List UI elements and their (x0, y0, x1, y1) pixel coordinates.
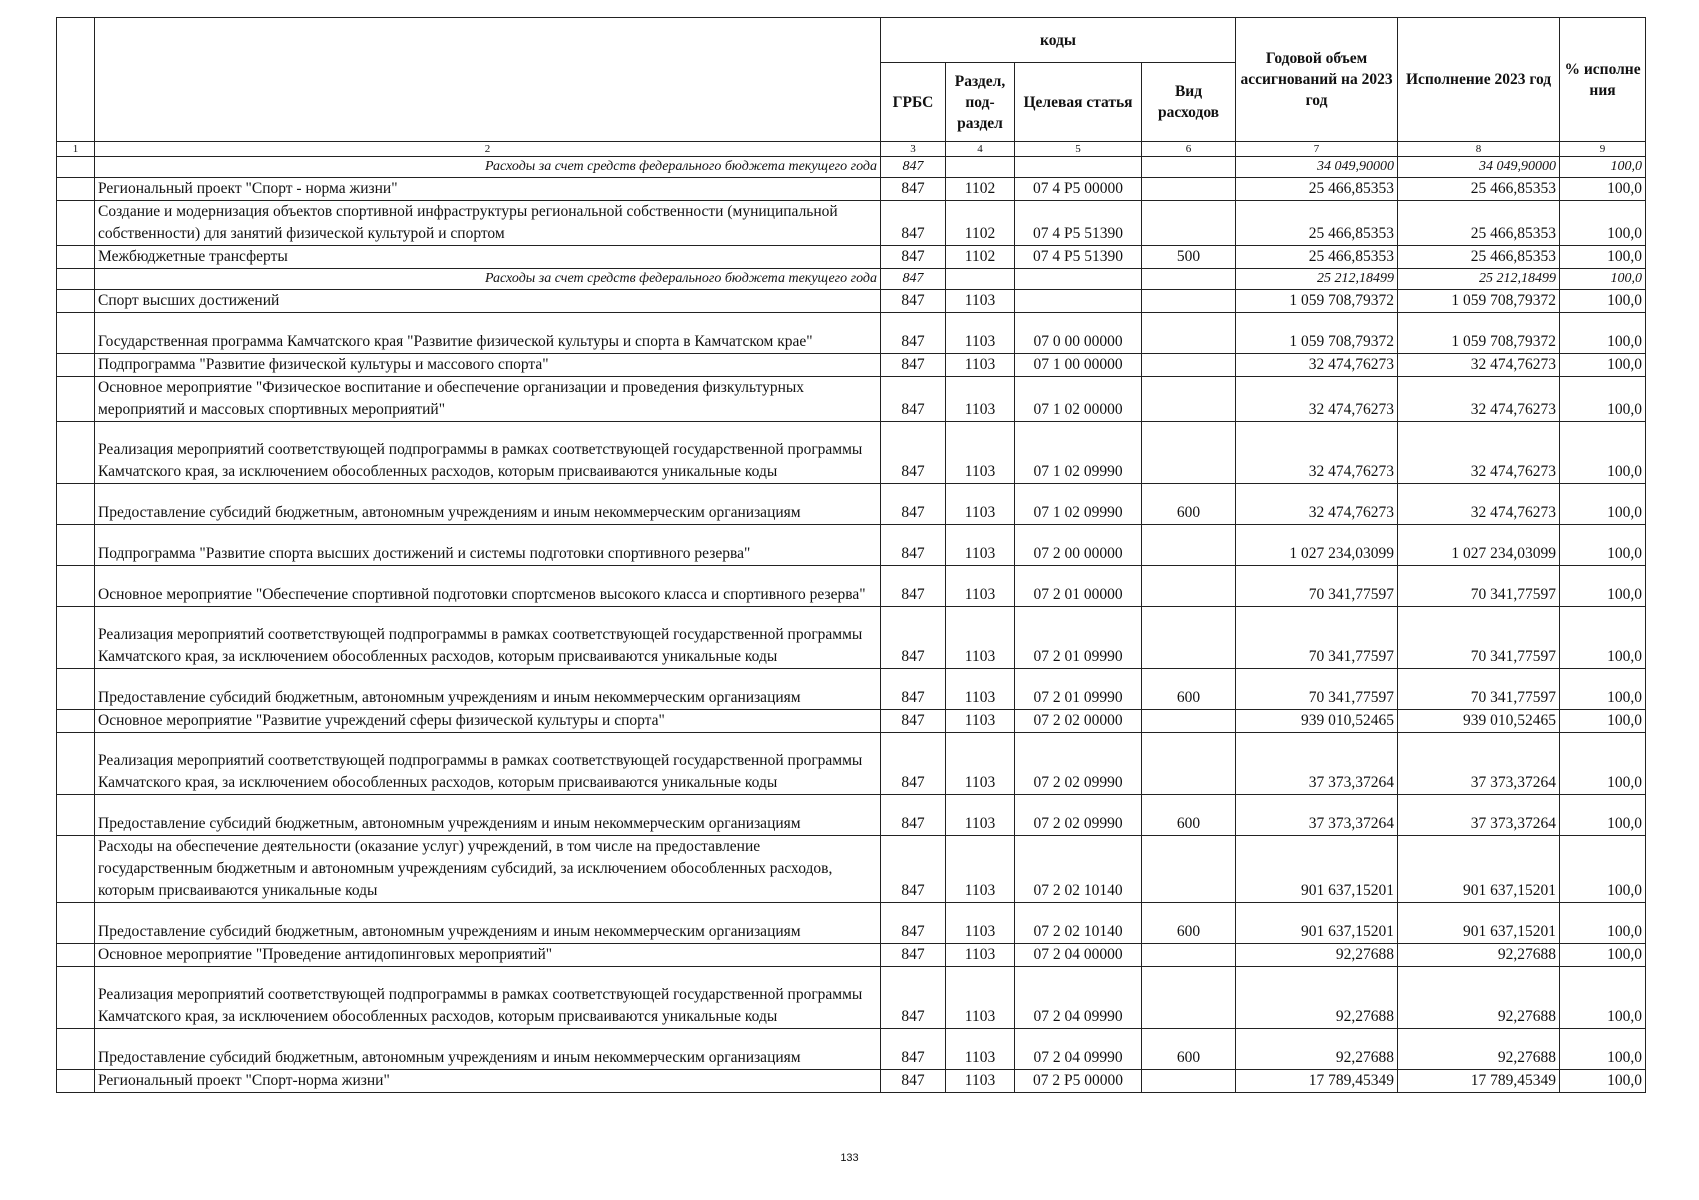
section-cell: 1103 (946, 710, 1015, 733)
grbs-cell: 847 (881, 178, 946, 201)
execution-cell: 37 373,37264 (1398, 733, 1560, 795)
grbs-cell: 847 (881, 1070, 946, 1093)
row-name-cell: Расходы на обеспечение деятельности (оказание услуг) учреждений, в том числе на предоставление государственным бюджетным и автономным учреждениям субсидий, за исключением обособленных расходов, которым присваиваются уникальные коды (95, 836, 881, 903)
percent-cell: 100,0 (1560, 354, 1646, 377)
execution-cell: 1 059 708,79372 (1398, 313, 1560, 354)
section-cell: 1103 (946, 903, 1015, 944)
section-cell: 1103 (946, 1070, 1015, 1093)
annual-volume-cell: 92,27688 (1236, 1029, 1398, 1070)
table-row (57, 1029, 1646, 1070)
percent-cell: 100,0 (1560, 157, 1646, 178)
execution-cell: 34 049,90000 (1398, 157, 1560, 178)
grbs-cell: 847 (881, 967, 946, 1029)
target-article-cell: 07 2 00 00000 (1015, 525, 1142, 566)
percent-cell: 100,0 (1560, 967, 1646, 1029)
header-row-top (57, 18, 1646, 63)
target-article-cell: 07 2 04 09990 (1015, 1029, 1142, 1070)
annual-volume-cell: 37 373,37264 (1236, 795, 1398, 836)
section-cell: 1103 (946, 354, 1015, 377)
row-number-cell (57, 903, 95, 944)
header-execution: Исполнение 2023 год (1398, 18, 1560, 142)
column-number: 1 (57, 142, 95, 157)
grbs-cell: 847 (881, 290, 946, 313)
annual-volume-cell: 34 049,90000 (1236, 157, 1398, 178)
percent-cell: 100,0 (1560, 944, 1646, 967)
row-name-cell: Создание и модернизация объектов спортивной инфраструктуры региональной собственности (муниципальной собственности) для занятий физической культурой и спортом (95, 201, 881, 246)
row-name-cell: Реализация мероприятий соответствующей подпрограммы в рамках соответствующей государственной программы Камчатского края, за исключением обособленных расходов, которым присваиваются уникальные коды (95, 733, 881, 795)
grbs-cell: 847 (881, 795, 946, 836)
grbs-cell: 847 (881, 566, 946, 607)
percent-cell: 100,0 (1560, 377, 1646, 422)
target-article-cell: 07 2 P5 00000 (1015, 1070, 1142, 1093)
execution-cell: 92,27688 (1398, 1029, 1560, 1070)
annual-volume-cell: 25 466,85353 (1236, 201, 1398, 246)
expense-type-cell (1142, 525, 1236, 566)
column-number: 8 (1398, 142, 1560, 157)
execution-cell: 70 341,77597 (1398, 607, 1560, 669)
table-row (57, 967, 1646, 1029)
expense-type-cell (1142, 836, 1236, 903)
percent-cell: 100,0 (1560, 795, 1646, 836)
target-article-cell: 07 1 02 00000 (1015, 377, 1142, 422)
row-name-cell: Основное мероприятие "Обеспечение спортивной подготовки спортсменов высокого класса и спортивного резерва" (95, 566, 881, 607)
percent-cell: 100,0 (1560, 422, 1646, 484)
header-section: Раздел, под-раздел (946, 63, 1015, 142)
annual-volume-cell: 70 341,77597 (1236, 669, 1398, 710)
row-name-cell: Расходы за счет средств федерального бюджета текущего года (95, 157, 881, 178)
target-article-cell: 07 1 02 09990 (1015, 422, 1142, 484)
row-number-cell (57, 290, 95, 313)
annual-volume-cell: 17 789,45349 (1236, 1070, 1398, 1093)
expense-type-cell (1142, 422, 1236, 484)
expense-type-cell: 600 (1142, 484, 1236, 525)
expense-type-cell (1142, 566, 1236, 607)
expense-type-cell (1142, 269, 1236, 290)
execution-cell: 32 474,76273 (1398, 484, 1560, 525)
expense-type-cell: 600 (1142, 795, 1236, 836)
table-row (57, 733, 1646, 795)
expense-type-cell: 600 (1142, 1029, 1236, 1070)
expense-type-cell: 500 (1142, 246, 1236, 269)
target-article-cell: 07 4 P5 00000 (1015, 178, 1142, 201)
grbs-cell: 847 (881, 313, 946, 354)
table-row (57, 377, 1646, 422)
section-cell: 1103 (946, 377, 1015, 422)
row-number-cell (57, 566, 95, 607)
grbs-cell: 847 (881, 377, 946, 422)
percent-cell: 100,0 (1560, 525, 1646, 566)
expense-type-cell (1142, 313, 1236, 354)
annual-volume-cell: 92,27688 (1236, 944, 1398, 967)
percent-cell: 100,0 (1560, 1029, 1646, 1070)
expense-type-cell: 600 (1142, 669, 1236, 710)
annual-volume-cell: 1 027 234,03099 (1236, 525, 1398, 566)
table-row (57, 269, 1646, 290)
annual-volume-cell: 25 466,85353 (1236, 178, 1398, 201)
expense-type-cell (1142, 733, 1236, 795)
row-name-cell: Подпрограмма "Развитие физической культуры и массового спорта" (95, 354, 881, 377)
execution-cell: 25 466,85353 (1398, 178, 1560, 201)
grbs-cell: 847 (881, 201, 946, 246)
annual-volume-cell: 32 474,76273 (1236, 422, 1398, 484)
expense-type-cell (1142, 157, 1236, 178)
target-article-cell: 07 2 02 09990 (1015, 795, 1142, 836)
target-article-cell: 07 4 P5 51390 (1015, 246, 1142, 269)
percent-cell: 100,0 (1560, 246, 1646, 269)
grbs-cell: 847 (881, 733, 946, 795)
header-row-number-cell (57, 18, 95, 142)
section-cell: 1103 (946, 1029, 1015, 1070)
row-number-cell (57, 157, 95, 178)
percent-cell: 100,0 (1560, 669, 1646, 710)
row-number-cell (57, 246, 95, 269)
section-cell: 1103 (946, 484, 1015, 525)
table-row (57, 157, 1646, 178)
execution-cell: 32 474,76273 (1398, 354, 1560, 377)
percent-cell: 100,0 (1560, 710, 1646, 733)
grbs-cell: 847 (881, 246, 946, 269)
percent-cell: 100,0 (1560, 566, 1646, 607)
table-row (57, 607, 1646, 669)
row-number-cell (57, 484, 95, 525)
row-name-cell: Реализация мероприятий соответствующей подпрограммы в рамках соответствующей государственной программы Камчатского края, за исключением обособленных расходов, которым присваиваются уникальные коды (95, 967, 881, 1029)
percent-cell: 100,0 (1560, 484, 1646, 525)
expense-type-cell: 600 (1142, 903, 1236, 944)
execution-cell: 25 466,85353 (1398, 246, 1560, 269)
target-article-cell: 07 2 01 09990 (1015, 669, 1142, 710)
percent-cell: 100,0 (1560, 178, 1646, 201)
row-name-cell: Государственная программа Камчатского края "Развитие физической культуры и спорта в Камчатском крае" (95, 313, 881, 354)
row-number-cell (57, 377, 95, 422)
row-number-cell (57, 733, 95, 795)
table-row (57, 944, 1646, 967)
page-number: 133 (840, 1152, 859, 1164)
grbs-cell: 847 (881, 710, 946, 733)
annual-volume-cell: 32 474,76273 (1236, 354, 1398, 377)
percent-cell: 100,0 (1560, 903, 1646, 944)
section-cell: 1103 (946, 733, 1015, 795)
annual-volume-cell: 37 373,37264 (1236, 733, 1398, 795)
target-article-cell (1015, 269, 1142, 290)
section-cell (946, 269, 1015, 290)
row-number-cell (57, 178, 95, 201)
percent-cell: 100,0 (1560, 313, 1646, 354)
table-row (57, 1070, 1646, 1093)
section-cell: 1103 (946, 669, 1015, 710)
target-article-cell: 07 2 02 10140 (1015, 903, 1142, 944)
expense-type-cell (1142, 1070, 1236, 1093)
section-cell: 1102 (946, 246, 1015, 269)
annual-volume-cell: 25 466,85353 (1236, 246, 1398, 269)
header-annual-volume: Годовой объем ассигнований на 2023 год (1236, 18, 1398, 142)
row-number-cell (57, 669, 95, 710)
row-name-cell: Подпрограмма "Развитие спорта высших достижений и системы подготовки спортивного резерва" (95, 525, 881, 566)
expense-type-cell (1142, 201, 1236, 246)
annual-volume-cell: 32 474,76273 (1236, 484, 1398, 525)
row-number-cell (57, 201, 95, 246)
column-number: 3 (881, 142, 946, 157)
annual-volume-cell: 1 059 708,79372 (1236, 313, 1398, 354)
expense-type-cell (1142, 710, 1236, 733)
percent-cell: 100,0 (1560, 201, 1646, 246)
row-number-cell (57, 967, 95, 1029)
execution-cell: 37 373,37264 (1398, 795, 1560, 836)
percent-cell: 100,0 (1560, 836, 1646, 903)
table-row (57, 566, 1646, 607)
table-row (57, 290, 1646, 313)
section-cell: 1103 (946, 290, 1015, 313)
row-name-cell: Основное мероприятие "Физическое воспитание и обеспечение организации и проведения физкультурных мероприятий и массовых спортивных мероприятий" (95, 377, 881, 422)
target-article-cell: 07 4 P5 51390 (1015, 201, 1142, 246)
row-name-cell: Предоставление субсидий бюджетным, автономным учреждениям и иным некоммерческим организациям (95, 669, 881, 710)
row-name-cell: Спорт высших достижений (95, 290, 881, 313)
target-article-cell: 07 1 02 09990 (1015, 484, 1142, 525)
grbs-cell: 847 (881, 944, 946, 967)
row-name-cell: Основное мероприятие "Проведение антидопинговых мероприятий" (95, 944, 881, 967)
table-row (57, 525, 1646, 566)
target-article-cell (1015, 290, 1142, 313)
section-cell: 1103 (946, 795, 1015, 836)
column-number: 2 (95, 142, 881, 157)
budget-execution-table (56, 17, 1646, 1093)
row-name-cell: Реализация мероприятий соответствующей подпрограммы в рамках соответствующей государственной программы Камчатского края, за исключением обособленных расходов, которым присваиваются уникальные коды (95, 607, 881, 669)
section-cell: 1103 (946, 836, 1015, 903)
execution-cell: 1 059 708,79372 (1398, 290, 1560, 313)
section-cell: 1103 (946, 313, 1015, 354)
section-cell: 1103 (946, 967, 1015, 1029)
target-article-cell: 07 2 01 00000 (1015, 566, 1142, 607)
table-row (57, 422, 1646, 484)
expense-type-cell (1142, 290, 1236, 313)
row-name-cell: Региональный проект "Спорт-норма жизни" (95, 1070, 881, 1093)
annual-volume-cell: 70 341,77597 (1236, 566, 1398, 607)
target-article-cell: 07 2 02 09990 (1015, 733, 1142, 795)
header-percent: % исполне ния (1560, 18, 1646, 142)
table-row (57, 178, 1646, 201)
section-cell: 1103 (946, 607, 1015, 669)
table-row (57, 710, 1646, 733)
row-number-cell (57, 1070, 95, 1093)
target-article-cell: 07 2 02 00000 (1015, 710, 1142, 733)
section-cell: 1103 (946, 944, 1015, 967)
row-name-cell: Региональный проект "Спорт - норма жизни" (95, 178, 881, 201)
percent-cell: 100,0 (1560, 733, 1646, 795)
percent-cell: 100,0 (1560, 290, 1646, 313)
row-name-cell: Предоставление субсидий бюджетным, автономным учреждениям и иным некоммерческим организациям (95, 795, 881, 836)
grbs-cell: 847 (881, 354, 946, 377)
target-article-cell (1015, 157, 1142, 178)
header-codes: коды (881, 18, 1236, 63)
row-name-cell: Межбюджетные трансферты (95, 246, 881, 269)
execution-cell: 92,27688 (1398, 967, 1560, 1029)
target-article-cell: 07 0 00 00000 (1015, 313, 1142, 354)
grbs-cell: 847 (881, 422, 946, 484)
execution-cell: 70 341,77597 (1398, 669, 1560, 710)
target-article-cell: 07 2 04 00000 (1015, 944, 1142, 967)
section-cell: 1103 (946, 422, 1015, 484)
percent-cell: 100,0 (1560, 1070, 1646, 1093)
row-number-cell (57, 607, 95, 669)
column-number: 5 (1015, 142, 1142, 157)
execution-cell: 32 474,76273 (1398, 422, 1560, 484)
row-name-cell: Предоставление субсидий бюджетным, автономным учреждениям и иным некоммерческим организациям (95, 484, 881, 525)
table-row (57, 354, 1646, 377)
table-row (57, 246, 1646, 269)
annual-volume-cell: 32 474,76273 (1236, 377, 1398, 422)
target-article-cell: 07 2 01 09990 (1015, 607, 1142, 669)
execution-cell: 32 474,76273 (1398, 377, 1560, 422)
execution-cell: 939 010,52465 (1398, 710, 1560, 733)
table-row (57, 836, 1646, 903)
grbs-cell: 847 (881, 525, 946, 566)
header-target-article: Целевая статья (1015, 63, 1142, 142)
execution-cell: 25 212,18499 (1398, 269, 1560, 290)
row-number-cell (57, 836, 95, 903)
percent-cell: 100,0 (1560, 269, 1646, 290)
grbs-cell: 847 (881, 607, 946, 669)
grbs-cell: 847 (881, 157, 946, 178)
header-name-cell (95, 18, 881, 142)
grbs-cell: 847 (881, 669, 946, 710)
expense-type-cell (1142, 607, 1236, 669)
row-name-cell: Предоставление субсидий бюджетным, автономным учреждениям и иным некоммерческим организациям (95, 903, 881, 944)
row-number-cell (57, 422, 95, 484)
row-number-cell (57, 269, 95, 290)
target-article-cell: 07 2 04 09990 (1015, 967, 1142, 1029)
row-name-cell: Расходы за счет средств федерального бюджета текущего года (95, 269, 881, 290)
row-name-cell: Реализация мероприятий соответствующей подпрограммы в рамках соответствующей государственной программы Камчатского края, за исключением обособленных расходов, которым присваиваются уникальные коды (95, 422, 881, 484)
table-row (57, 903, 1646, 944)
table-row (57, 484, 1646, 525)
table-row (57, 795, 1646, 836)
target-article-cell: 07 2 02 10140 (1015, 836, 1142, 903)
row-name-cell: Основное мероприятие "Развитие учреждений сферы физической культуры и спорта" (95, 710, 881, 733)
annual-volume-cell: 901 637,15201 (1236, 903, 1398, 944)
table-body (57, 157, 1646, 1093)
annual-volume-cell: 901 637,15201 (1236, 836, 1398, 903)
table-row (57, 313, 1646, 354)
expense-type-cell (1142, 377, 1236, 422)
section-cell: 1102 (946, 201, 1015, 246)
grbs-cell: 847 (881, 836, 946, 903)
target-article-cell: 07 1 00 00000 (1015, 354, 1142, 377)
annual-volume-cell: 92,27688 (1236, 967, 1398, 1029)
expense-type-cell (1142, 944, 1236, 967)
grbs-cell: 847 (881, 269, 946, 290)
expense-type-cell (1142, 178, 1236, 201)
column-number-row (57, 142, 1646, 157)
annual-volume-cell: 939 010,52465 (1236, 710, 1398, 733)
execution-cell: 92,27688 (1398, 944, 1560, 967)
row-number-cell (57, 1029, 95, 1070)
column-number: 4 (946, 142, 1015, 157)
section-cell: 1103 (946, 525, 1015, 566)
header-grbs: ГРБС (881, 63, 946, 142)
expense-type-cell (1142, 354, 1236, 377)
execution-cell: 25 466,85353 (1398, 201, 1560, 246)
row-number-cell (57, 525, 95, 566)
execution-cell: 901 637,15201 (1398, 836, 1560, 903)
grbs-cell: 847 (881, 1029, 946, 1070)
section-cell (946, 157, 1015, 178)
row-number-cell (57, 313, 95, 354)
execution-cell: 17 789,45349 (1398, 1070, 1560, 1093)
row-number-cell (57, 710, 95, 733)
header-expense-type: Вид расходов (1142, 63, 1236, 142)
execution-cell: 901 637,15201 (1398, 903, 1560, 944)
execution-cell: 1 027 234,03099 (1398, 525, 1560, 566)
column-number: 7 (1236, 142, 1398, 157)
column-number: 6 (1142, 142, 1236, 157)
percent-cell: 100,0 (1560, 607, 1646, 669)
annual-volume-cell: 1 059 708,79372 (1236, 290, 1398, 313)
expense-type-cell (1142, 967, 1236, 1029)
grbs-cell: 847 (881, 903, 946, 944)
annual-volume-cell: 25 212,18499 (1236, 269, 1398, 290)
table-row (57, 669, 1646, 710)
row-name-cell: Предоставление субсидий бюджетным, автономным учреждениям и иным некоммерческим организациям (95, 1029, 881, 1070)
column-number: 9 (1560, 142, 1646, 157)
row-number-cell (57, 354, 95, 377)
table-row (57, 201, 1646, 246)
row-number-cell (57, 795, 95, 836)
grbs-cell: 847 (881, 484, 946, 525)
row-number-cell (57, 944, 95, 967)
execution-cell: 70 341,77597 (1398, 566, 1560, 607)
section-cell: 1102 (946, 178, 1015, 201)
section-cell: 1103 (946, 566, 1015, 607)
annual-volume-cell: 70 341,77597 (1236, 607, 1398, 669)
